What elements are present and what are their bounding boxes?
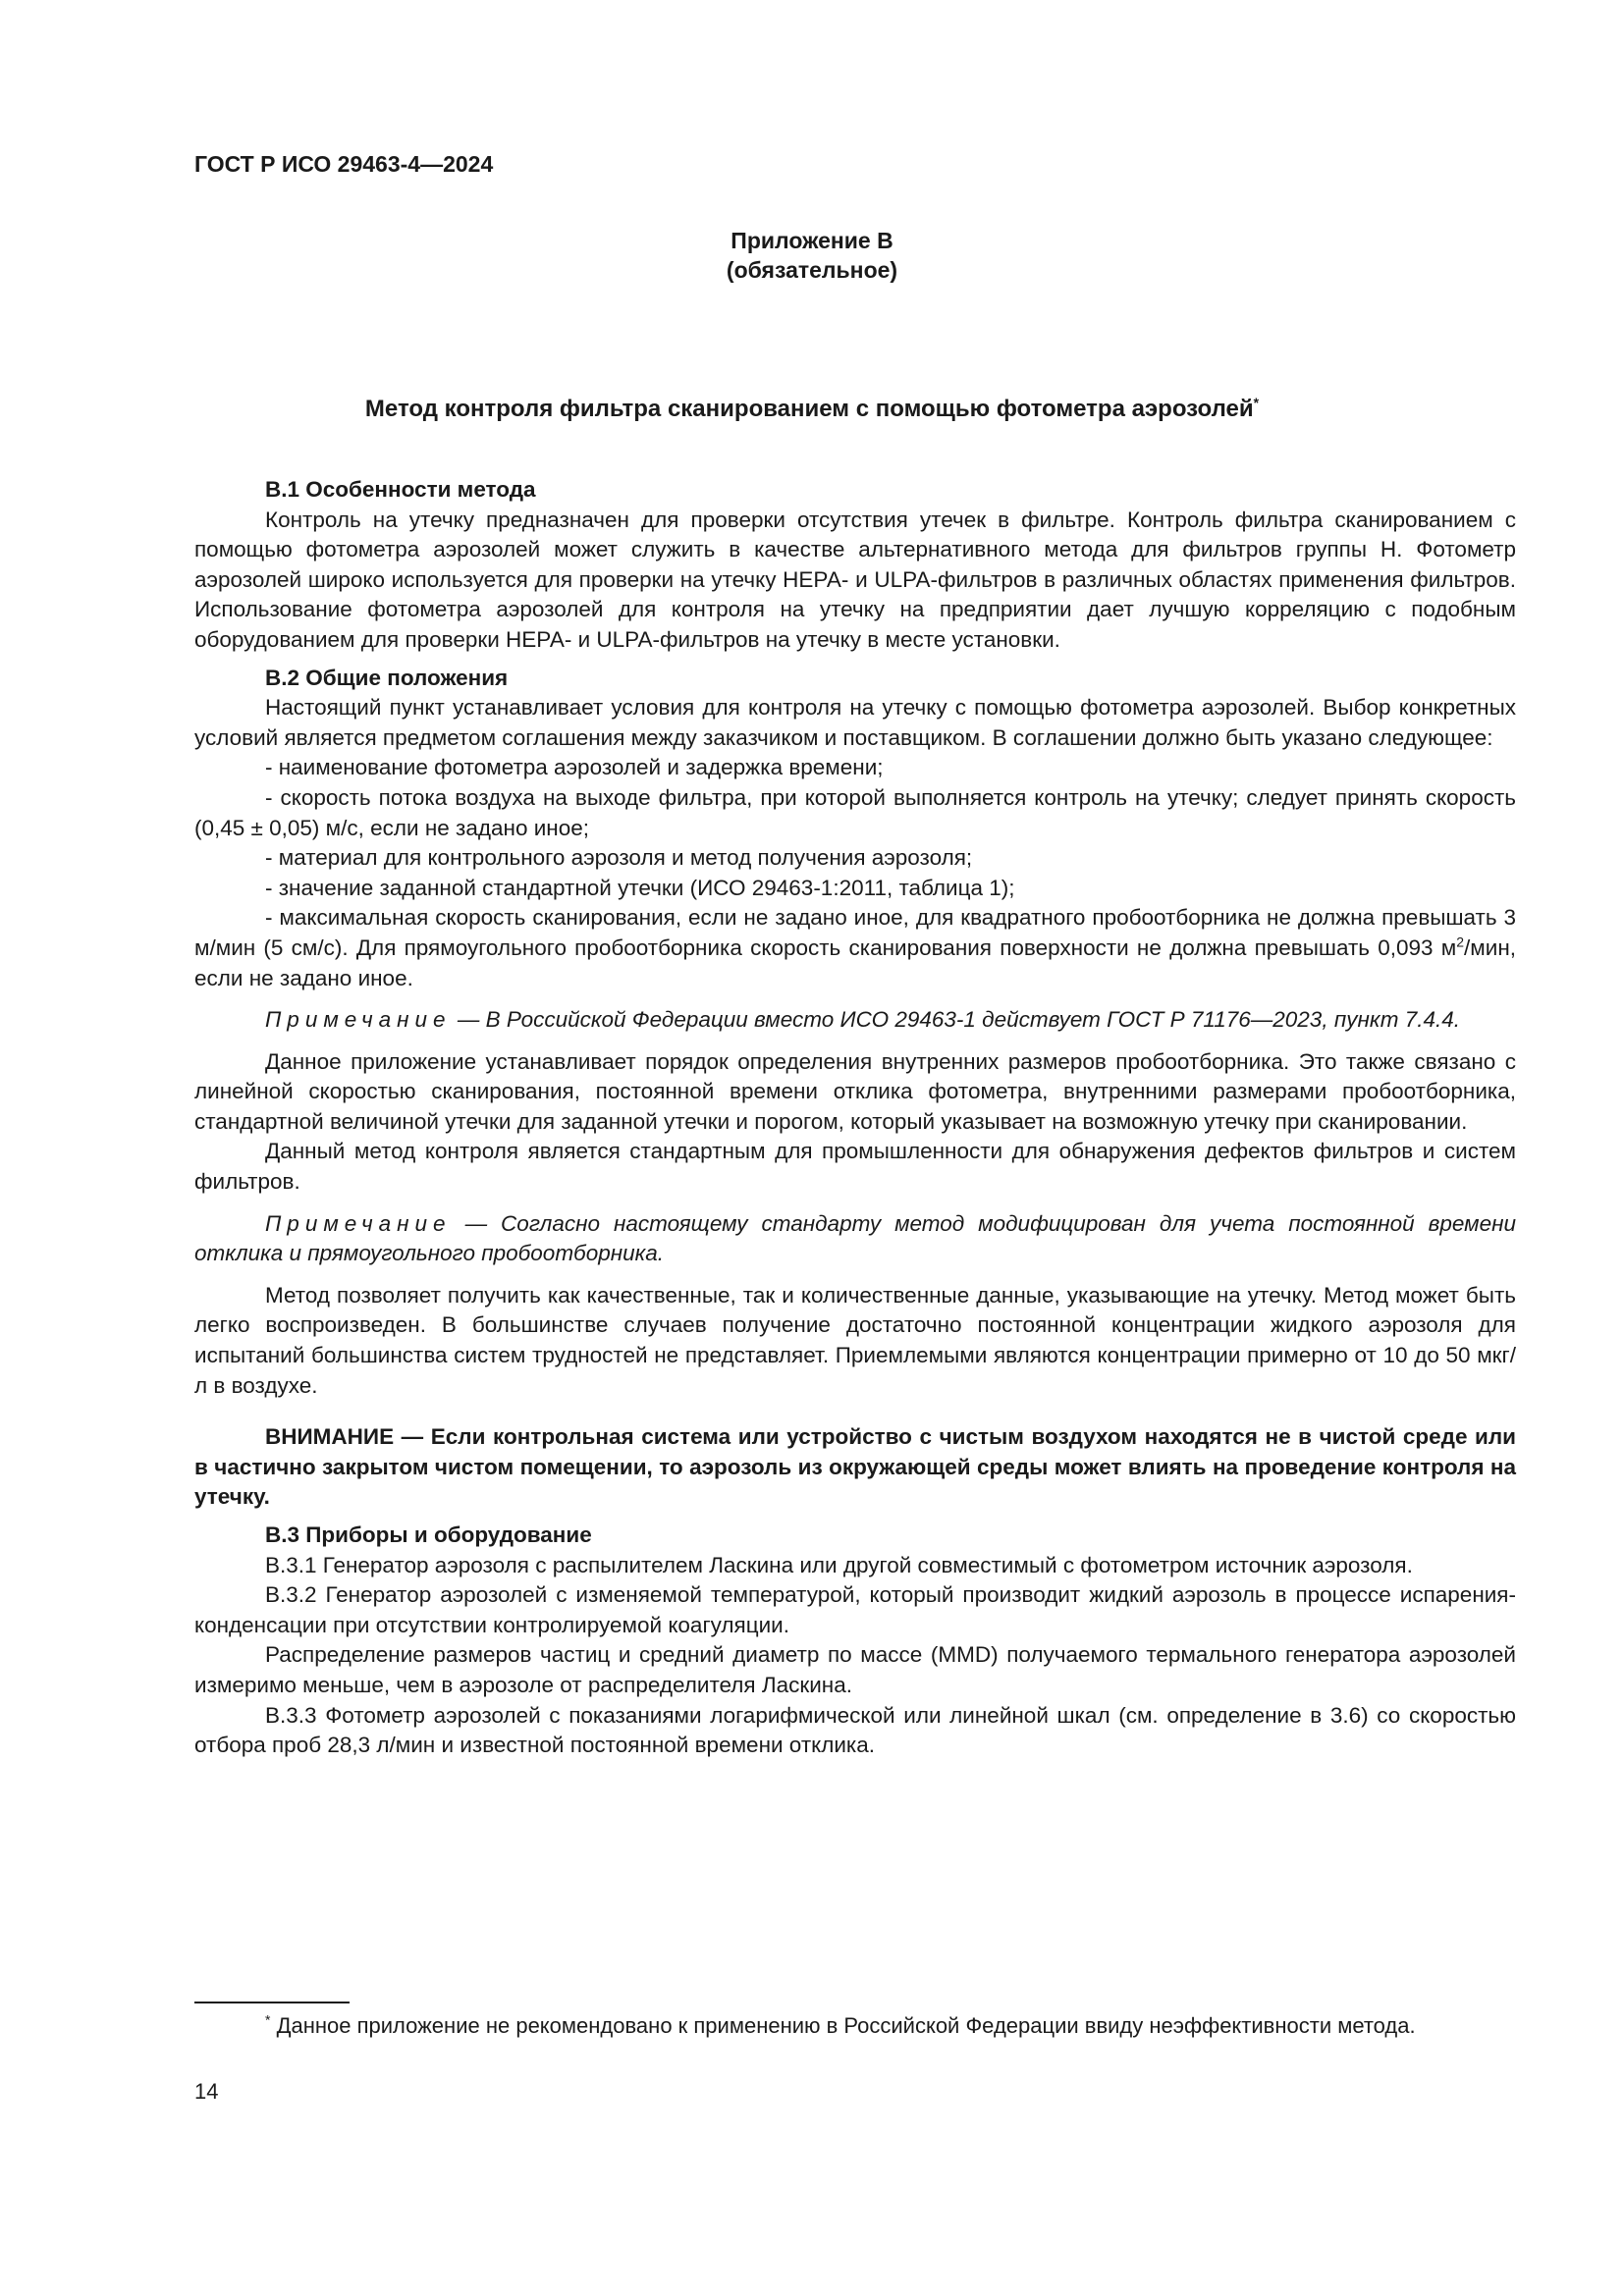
note-label: Примечание [265, 1210, 452, 1236]
note-text: — В Российской Федерации вместо ИСО 29463-1 действует ГОСТ Р 71176—2023, пункт 7.4.4. [451, 1007, 1460, 1033]
paragraph: Контроль на утечку предназначен для проверки отсутствия утечек в фильтре. Контроль фильтра сканированием с помощью фотометра аэрозолей может служить в качестве альтернативного метода для фильтров группы Н. Фотометр аэрозолей широко используется для проверки на утечку НЕРА- и ULPA-фильтров в различных областях применения фильтров. Использование фотометра аэрозолей для контроля на утечку на предприятии дает лучшую корреляцию с подобным оборудованием для проверки НЕРА- и ULPA-фильтров на утечку в месте установки. [194, 507, 1516, 652]
list-item [194, 903, 1516, 993]
page-number: 14 [194, 2079, 219, 2104]
list-item: - значение заданной стандартной утечки (ИСО 29463-1:2011, таблица 1); [265, 875, 1015, 900]
superscript: 2 [1456, 934, 1465, 950]
note [194, 1005, 1516, 1036]
paragraph: Метод позволяет получить как качественные, так и количественные данные, указывающие на утечку. Метод может быть легко воспроизведен. В большинстве случаев получение достаточно постоянной концентрации жидкого аэрозоля для испытаний большинства систем трудностей не представляет. Приемлемыми являются концентрации примерно от 10 до 50 мкг/л в воздухе. [194, 1282, 1516, 1398]
annex-status: (обязательное) [726, 257, 898, 283]
main-title [194, 395, 1430, 423]
paragraph: Данный метод контроля является стандартным для промышленности для обнаружения дефектов фильтров и систем фильтров. [194, 1139, 1516, 1195]
section-heading-b1: В.1 Особенности метода [265, 477, 536, 502]
note-text: — Согласно настоящему стандарту метод модифицирован для учета постоянной времени отклика и прямоугольного пробоотборника. [194, 1210, 1516, 1266]
annex-title: Приложение В [731, 228, 893, 253]
list-item: - материал для контрольного аэрозоля и метод получения аэрозоля; [265, 845, 973, 871]
footnote [194, 2011, 1516, 2041]
note [194, 1209, 1516, 1269]
list-item-text: - максимальная скорость сканирования, если не задано иное, для квадратного пробоотборника не должна превышать 3 м/мин (5 см/с). Для прямоугольного пробоотборника скорость сканирования поверхности не должна превышать 0,093 м [194, 905, 1516, 960]
main-title-text: Метод контроля фильтра сканированием с помощью фотометра аэрозолей [364, 396, 1254, 422]
list-item: - скорость потока воздуха на выходе фильтра, при которой выполняется контроль на утечку; следует принять скорость (0,45 ± 0,05) м/с, если не задано иное; [194, 784, 1516, 840]
standard-code: ГОСТ Р ИСО 29463-4—2024 [194, 151, 494, 177]
footnote-divider [194, 2002, 350, 2003]
section-heading-b3: В.3 Приборы и оборудование [265, 1522, 592, 1547]
paragraph: В.3.1 Генератор аэрозоля с распылителем Ласкина или другой совместимый с фотометром источник аэрозоля. [265, 1552, 1413, 1577]
main-title-footnote-mark: * [1253, 395, 1260, 410]
paragraph: Распределение размеров частиц и средний диаметр по массе (MMD) получаемого термального генератора аэрозолей измеримо меньше, чем в аэрозоле от распределителя Ласкина. [194, 1642, 1516, 1697]
footnote-mark: * [265, 2011, 271, 2028]
paragraph: Данное приложение устанавливает порядок определения внутренних размеров пробоотборника. Это также связано с линейной скоростью сканирования, постоянной времени отклика фотометра, внутренними размерами пробоотборника, стандартной величиной утечки для заданной утечки и порогом, который указывает на возможную утечку при сканировании. [194, 1048, 1516, 1134]
warning-paragraph: ВНИМАНИЕ — Если контрольная система или устройство с чистым воздухом находятся не в чистой среде или в частично закрытом чистом помещении, то аэрозоль из окружающей среды может влиять на проведение контроля на утечку. [194, 1424, 1516, 1510]
section-heading-b2: В.2 Общие положения [265, 665, 509, 690]
footnote-text: Данное приложение не рекомендовано к применению в Российской Федерации ввиду неэффективности метода. [270, 2013, 1416, 2038]
paragraph: В.3.3 Фотометр аэрозолей с показаниями логарифмической или линейной шкал (см. определение в 3.6) со скоростью отбора проб 28,3 л/мин и известной постоянной времени отклика. [194, 1702, 1516, 1758]
note-label: Примечание [265, 1007, 452, 1033]
list-item: - наименование фотометра аэрозолей и задержка времени; [265, 755, 884, 780]
list-item-text: /мин, если не задано иное. [194, 934, 1516, 990]
paragraph: В.3.2 Генератор аэрозолей с изменяемой температурой, который производит жидкий аэрозоль в процессе испарения-конденсации при отсутствии контролируемой коагуляции. [194, 1582, 1516, 1637]
paragraph: Настоящий пункт устанавливает условия для контроля на утечку с помощью фотометра аэрозолей. Выбор конкретных условий является предметом соглашения между заказчиком и поставщиком. В соглашении должно быть указано следующее: [194, 695, 1516, 750]
document-body [194, 475, 1516, 1761]
